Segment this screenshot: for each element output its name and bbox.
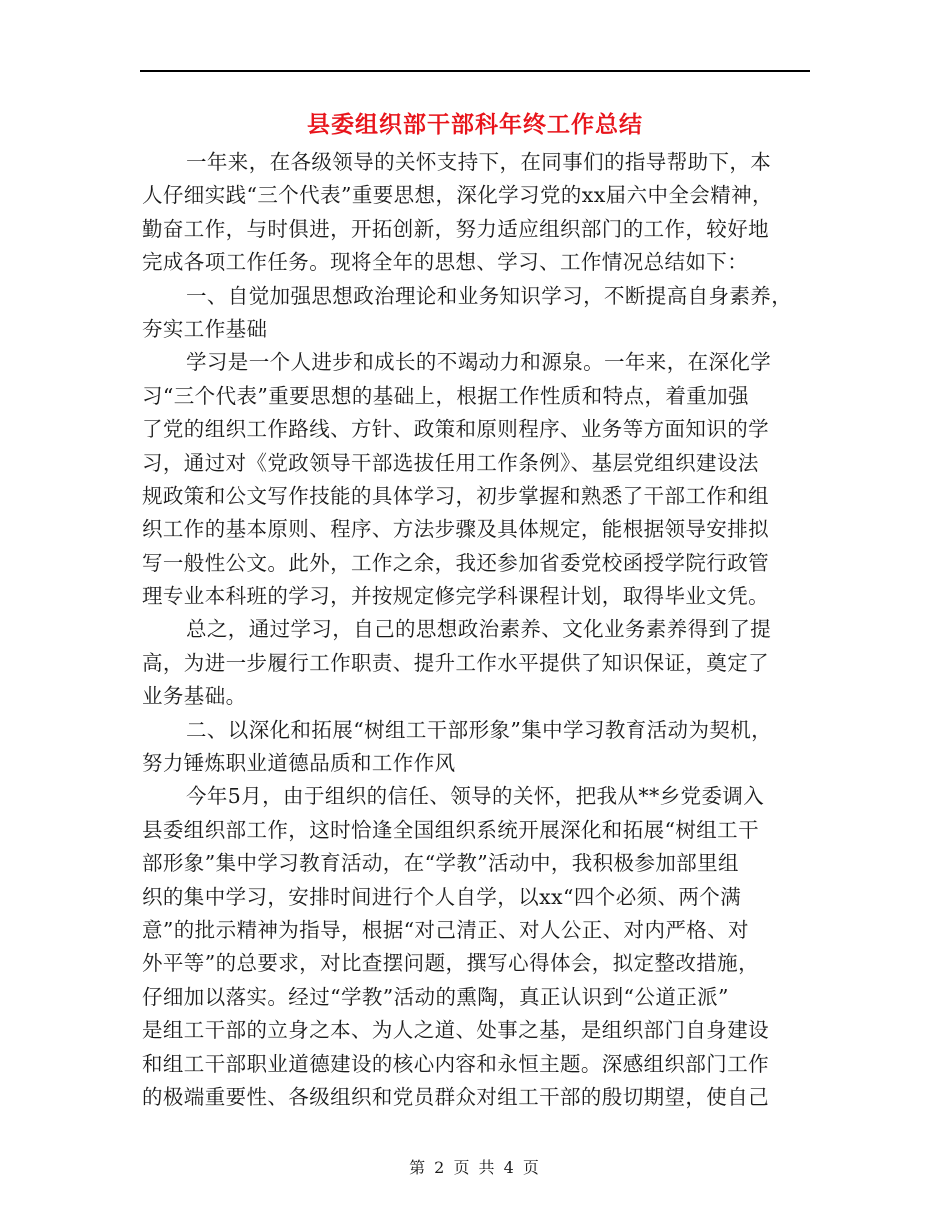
text-line: 外平等”的总要求，对比查摆问题，撰写心得体会，拟定整改措施， (142, 951, 759, 976)
text-line: 意”的批示精神为指导，根据“对己清正、对人公正、对内严格、对 (142, 917, 749, 942)
text-line: 努力锤炼职业道德品质和工作作风 (142, 751, 456, 776)
text-line: 织的集中学习，安排时间进行个人自学，以xx“四个必须、两个满 (142, 884, 742, 909)
text-line: 理专业本科班的学习，并按规定修完学科课程计划，取得毕业文凭。 (142, 584, 769, 609)
text-line: 人仔细实践“三个代表”重要思想，深化学习党的xx届六中全会精神， (142, 183, 773, 208)
text-line: 是组工干部的立身之本、为人之道、处事之基，是组织部门自身建设 (142, 1018, 769, 1043)
page-footer: 第 2 页 共 4 页 (409, 1158, 541, 1177)
text-line: 一年来，在各级领导的关怀支持下，在同事们的指导帮助下，本 (186, 150, 772, 174)
text-line: 业务基础。 (142, 684, 247, 709)
text-line: 习“三个代表”重要思想的基础上，根据工作性质和特点，着重加强 (142, 383, 749, 408)
text-line: 二、以深化和拓展“树组工干部形象”集中学习教育活动为契机， (186, 717, 773, 742)
text-line: 勤奋工作，与时俱进，开拓创新，努力适应组织部门的工作，较好地 (142, 216, 769, 241)
text-line: 县委组织部工作，这时恰逢全国组织系统开展深化和拓展“树组工干 (142, 817, 759, 842)
header-rule (140, 70, 810, 72)
text-line: 部形象”集中学习教育活动，在“学教”活动中，我积极参加部里组 (142, 851, 739, 876)
text-line: 完成各项工作任务。现将全年的思想、学习、工作情况总结如下： (142, 250, 749, 275)
text-line: 高，为进一步履行工作职责、提升工作水平提供了知识保证，奠定了 (142, 650, 769, 675)
text-line: 的极端重要性、各级组织和党员群众对组工干部的殷切期望，使自己 (142, 1084, 769, 1109)
text-line: 一、自觉加强思想政治理论和业务知识学习，不断提高自身素养， (186, 283, 793, 308)
text-line: 写一般性公文。此外，工作之余，我还参加省委党校函授学院行政管 (142, 550, 769, 575)
text-line: 总之，通过学习，自己的思想政治素养、文化业务素养得到了提 (186, 617, 772, 642)
text-line: 织工作的基本原则、程序、方法步骤及具体规定，能根据领导安排拟 (142, 517, 769, 542)
text-line: 了党的组织工作路线、方针、政策和原则程序、业务等方面知识的学 (142, 417, 769, 442)
document-title: 县委组织部干部科年终工作总结 (307, 111, 643, 138)
text-line: 和组工干部职业道德建设的核心内容和永恒主题。深感组织部门工作 (142, 1051, 769, 1076)
document-body (142, 146, 810, 1114)
text-line: 仔细加以落实。经过“学教”活动的熏陶，真正认识到“公道正派” (142, 984, 729, 1009)
text-line: 习，通过对《党政领导干部选拔任用工作条例》、基层党组织建设法 (142, 450, 759, 475)
text-line: 今年5月，由于组织的信任、领导的关怀，把我从**乡党委调入 (186, 784, 765, 809)
text-line: 夯实工作基础 (142, 316, 268, 341)
text-line: 学习是一个人进步和成长的不竭动力和源泉。一年来，在深化学 (186, 350, 772, 375)
text-line: 规政策和公文写作技能的具体学习，初步掌握和熟悉了干部工作和组 (142, 483, 769, 508)
